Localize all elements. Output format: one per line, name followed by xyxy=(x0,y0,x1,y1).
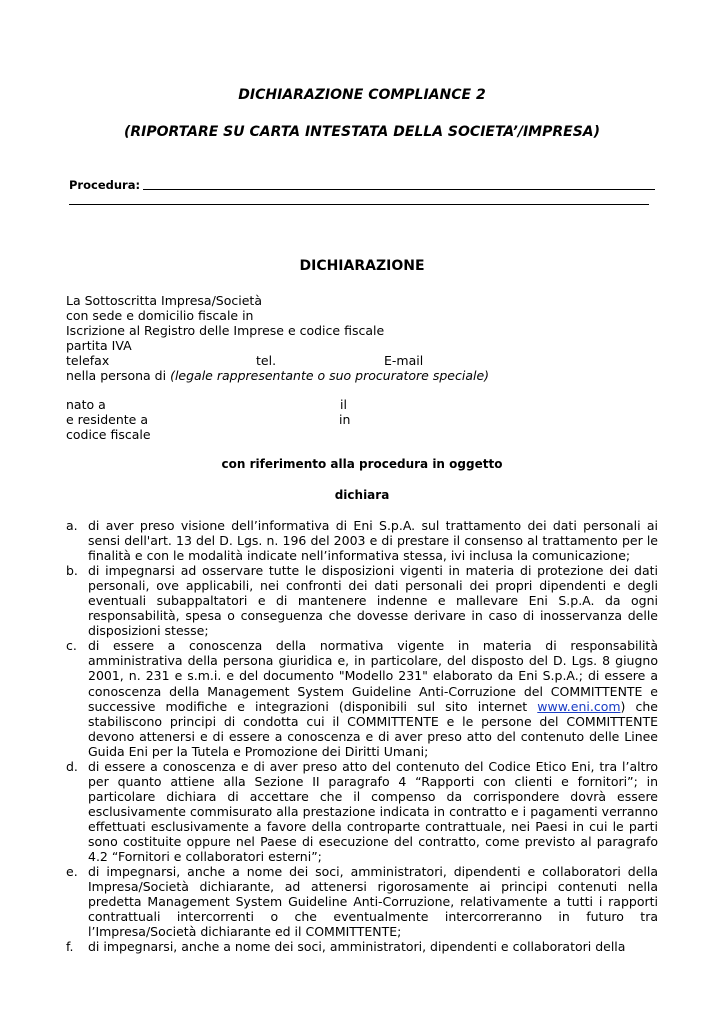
declaration-list xyxy=(66,518,658,954)
document-title: DICHIARAZIONE COMPLIANCE 2 xyxy=(238,87,486,103)
riferimento-line: con riferimento alla procedura in oggetto xyxy=(221,457,503,471)
eni-website-link[interactable]: www.eni.com xyxy=(537,698,621,714)
list-marker: f. xyxy=(66,939,74,955)
field-il: il xyxy=(340,397,347,412)
list-item-c xyxy=(66,638,658,758)
field-persona xyxy=(66,368,489,383)
list-item-text: di impegnarsi, anche a nome dei soci, amministratori, dipendenti e collaboratori della Impresa/Società dichiarante, ad attenersi rigorosamente ai principi contenuti nella predetta Management System Guideline Anti-Corruzione, relativamente a tutti i rapporti contrattuali intercorrenti o che eventualmente intercorreranno in futuro tra l’Impresa/Società dichiarante ed il COMMITTENTE; xyxy=(88,864,658,940)
field-sede: con sede e domicilio fiscale in xyxy=(66,308,254,323)
list-item-text: di aver preso visione dell’informativa di Eni S.p.A. sul trattamento dei dati personali ai sensi dell'art. 13 del D. Lgs. n. 196 del 2003 e di prestare il consenso al trattamento per le finalità e con le modalità indicate nell’informativa stessa, ivi inclusa la comunicazione; xyxy=(88,518,658,564)
list-item-text: di impegnarsi, anche a nome dei soci, amministratori, dipendenti e collaboratori della xyxy=(88,939,626,955)
list-marker: b. xyxy=(66,563,78,579)
list-marker: d. xyxy=(66,758,78,774)
field-tel: tel. xyxy=(256,353,277,368)
procedura-underline xyxy=(143,189,655,190)
list-item-text: di impegnarsi ad osservare tutte le disposizioni vigenti in materia di protezione dei dati personali, ove applicabili, nei confronti dei dati personali dei propri dipendenti e degli eventuali subappaltatori e di mantenere indenne e mallevare Eni S.p.A. da ogni responsabilità, spesa o conseguenza che dovesse derivare in caso di inosservanza delle disposizioni stesse; xyxy=(88,563,658,639)
list-item-text: di essere a conoscenza e di aver preso atto del contenuto del Codice Etico Eni, tra l’altro per quanto attiene alla Sezione II paragrafo 4 “Rapporti con clienti e fornitori”; in particolare dichiara di accettare che il compenso da corrispondere dovrà essere esclusivamente commisurato alla prestazione indicata in contratto e i pagamenti verranno effettuati esclusivamente a favore della controparte contrattuale, nei Paesi in cui le parti sono costituite oppure nel Paese di esecuzione del contratto, come previsto al paragrafo 4.2 “Fornitori e collaboratori esterni”; xyxy=(88,758,658,865)
persona-prefix: nella persona di xyxy=(66,368,171,383)
section-heading: DICHIARAZIONE xyxy=(299,258,425,274)
field-codice-fiscale: codice fiscale xyxy=(66,427,151,442)
list-marker: c. xyxy=(66,638,77,654)
field-impresa: La Sottoscritta Impresa/Società xyxy=(66,293,262,308)
persona-note: (legale rappresentante o suo procuratore speciale) xyxy=(170,368,490,383)
list-marker: e. xyxy=(66,864,78,880)
list-marker: a. xyxy=(66,518,78,533)
field-telefax: telefax xyxy=(66,353,110,368)
list-item-a xyxy=(66,518,658,563)
field-iscrizione: Iscrizione al Registro delle Imprese e codice fiscale xyxy=(66,323,385,338)
dichiara-heading: dichiara xyxy=(334,488,390,502)
field-residente: e residente a xyxy=(66,412,148,427)
field-partita-iva: partita IVA xyxy=(66,338,132,353)
document-subtitle: (RIPORTARE SU CARTA INTESTATA DELLA SOCIETA’/IMPRESA) xyxy=(123,124,601,140)
list-item-text: di essere a conoscenza della normativa vigente in materia di responsabilità amministrativa della persona giuridica e, in particolare, del disposto del D. Lgs. 8 giugno 2001, n. 231 e s.m.i. e del documento "Modello 231" elaborato da Eni S.p.A.; di essere a conoscenza della Management System Guideline Anti-Corruzione del COMMITTENTE e successive modifiche e integrazioni (disponibili sul sito internet xyxy=(88,638,658,714)
field-in: in xyxy=(339,412,351,427)
list-item-b xyxy=(66,563,658,638)
list-item-text: ) che stabiliscono principi di condotta cui il COMMITTENTE e le persone del COMMITTENTE devono attenersi e di essere a conoscenza e di aver preso atto del contenuto delle Linee Guida Eni per la Tutela e Promozione dei Diritti Umani; xyxy=(88,698,659,759)
list-item-d xyxy=(66,759,658,864)
procedura-label: Procedura: xyxy=(69,178,141,192)
procedura-field xyxy=(69,176,655,192)
list-item-f xyxy=(66,939,658,954)
list-item-e xyxy=(66,864,658,939)
field-nato: nato a xyxy=(66,397,106,412)
procedura-underline-2 xyxy=(69,204,649,205)
field-email: E-mail xyxy=(384,353,424,368)
